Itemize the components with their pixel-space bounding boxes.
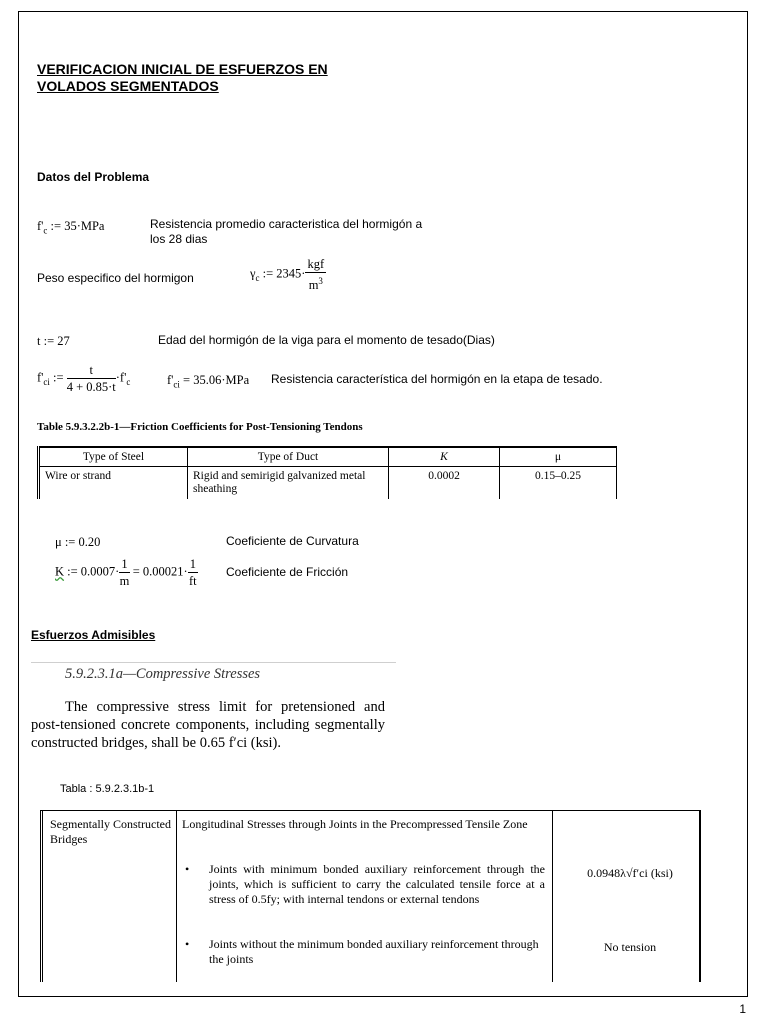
fci-denominator: 4 + 0.85·t (66, 380, 116, 394)
k-fraction-1: $\frac{1}{m}$ (119, 557, 130, 588)
friction-table (37, 446, 617, 499)
fci-lhs: f' (37, 370, 44, 385)
fc-sub: c (43, 225, 48, 236)
peso-label: Peso especifico del hormigon (37, 271, 194, 285)
fc-desc-line-2: los 28 dias (150, 232, 208, 246)
fc-lhs: f' (37, 219, 44, 233)
tensile-value-2: No tension (603, 940, 657, 954)
bullet-2-marker: • (185, 937, 190, 951)
fci-value: $f'_{ci} = 35.06\cdot MPa$ (167, 373, 250, 390)
fci-fraction (67, 362, 116, 395)
cell-duct: Rigid and semirigid galvanized metal sheathing (188, 467, 389, 500)
fci-assign: := (49, 370, 67, 385)
fci-expression (37, 362, 130, 395)
header-type-of-duct: Type of Duct (188, 447, 389, 467)
fci-tail-sub: c (126, 376, 131, 387)
t-expression: t := 27 (37, 334, 70, 348)
k-fraction-2: $\frac{1}{ft}$ (188, 557, 197, 588)
longitudinal-stress-header: Longitudinal Stresses through Joints in the Precompressed Tensile Zone (182, 817, 528, 831)
k-lhs: K (55, 564, 65, 579)
gamma-numerator: kgf (307, 257, 325, 271)
gamma-rhs: := 2345· (259, 266, 306, 281)
fci-numerator: t (67, 362, 116, 379)
admisibles-heading: Esfuerzos Admisibles (31, 628, 156, 642)
page-number: 1 (739, 1002, 746, 1016)
fci-description: Resistencia característica del hormigón en la etapa de tesado. (271, 372, 603, 386)
fci-tail: ·f' (115, 370, 127, 385)
tabla-label: Tabla : 5.9.2.3.1b-1 (60, 783, 155, 795)
friction-table-header (39, 447, 617, 467)
segmentally-bridges-cell: Segmentally Constructed Bridges (50, 817, 171, 846)
gamma-lhs: γ (250, 266, 256, 281)
header-mu: μ (500, 447, 617, 467)
header-type-of-steel: Type of Steel (39, 447, 188, 467)
title-line-1: VERIFICACION INICIAL DE ESFUERZOS EN (37, 61, 328, 77)
header-k: K (389, 447, 500, 467)
k-expression: K := 0.0007· $\frac{1}{m}$ = 0.00021· $\frac{1}{ft}$ (55, 557, 197, 588)
compressive-paragraph: The compressive stress limit for pretensioned and post-tensioned concrete components, including segmentally constructed bridges, shall be 0.65 f′ci (ksi). (31, 699, 385, 751)
cell-k: 0.0002 (389, 467, 500, 500)
mu-expression: μ := 0.20 (55, 535, 101, 549)
excerpt-top-rule (31, 662, 396, 663)
datos-heading: Datos del Problema (37, 170, 150, 184)
t-description: Edad del hormigón de la viga para el momento de tesado(Dias) (158, 333, 495, 347)
fc-expression (37, 219, 104, 236)
fc-desc-line-1: Resistencia promedio caracteristica del hormigón a (150, 217, 423, 231)
tensile-stress-table (38, 806, 701, 982)
mu-description: Coeficiente de Curvatura (226, 534, 359, 548)
bullet-2-text: Joints without the minimum bonded auxiliary reinforcement through the joints (209, 937, 539, 966)
page-title (37, 61, 328, 95)
gamma-fraction (305, 256, 326, 293)
k-description: Coeficiente de Fricción (226, 565, 349, 579)
bullet-1-text: Joints with minimum bonded auxiliary reinforcement through the joints, which is sufficient to carry the calculated tensile force at a stress of 0.5fy; with internal tendons or external tendons (209, 862, 545, 906)
gamma-sub: c (255, 272, 260, 283)
bullet-1-marker: • (185, 862, 190, 876)
title-line-2: VOLADOS SEGMENTADOS (37, 78, 219, 94)
fc-rhs: := 35·MPa (47, 219, 105, 233)
compressive-section-title: 5.9.2.3.1a—Compressive Stresses (65, 666, 261, 682)
cell-mu: 0.15–0.25 (500, 467, 617, 500)
gamma-expression (250, 256, 326, 293)
gamma-denominator: $m^3$ (308, 276, 323, 293)
friction-table-caption: Table 5.9.3.2.2b-1—Friction Coefficients for Post-Tensioning Tendons (37, 421, 363, 433)
fc-description (150, 217, 422, 247)
table-row (39, 467, 617, 500)
fci-sub: ci (43, 376, 50, 387)
tensile-value-1: 0.0948λ√f′ci (ksi) (587, 866, 673, 880)
cell-steel: Wire or strand (39, 467, 188, 500)
